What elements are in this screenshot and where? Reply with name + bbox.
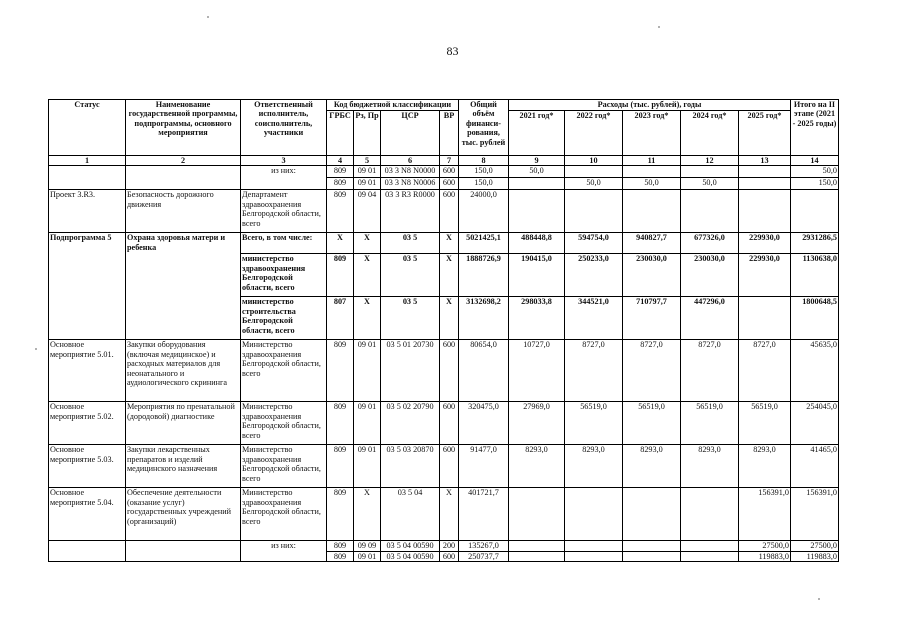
- grbs-cell: 809: [327, 445, 354, 488]
- year-2022-cell: [565, 166, 623, 178]
- year-2021-cell: 50,0: [509, 166, 565, 178]
- header-responsible: Ответственный исполнитель, соисполнитель, участники: [241, 100, 327, 156]
- grbs-cell: 809: [327, 488, 354, 541]
- year-2024-cell: [681, 488, 739, 541]
- year-2025-cell: 229930,0: [739, 233, 791, 254]
- stage-total-cell: 150,0: [791, 178, 839, 190]
- year-2021-cell: [509, 551, 565, 561]
- scan-speck: [658, 26, 660, 28]
- header-year-2023: 2023 год*: [623, 111, 681, 156]
- year-2024-cell: 56519,0: [681, 402, 739, 445]
- rzpr-cell: 09 09: [354, 541, 381, 551]
- grbs-cell: 809: [327, 190, 354, 233]
- column-number: 13: [739, 156, 791, 166]
- table-row: [49, 445, 839, 488]
- status-cell: Основное мероприятие 5.02.: [49, 402, 126, 445]
- status-cell: Основное мероприятие 5.03.: [49, 445, 126, 488]
- year-2025-cell: 229930,0: [739, 254, 791, 297]
- vr-cell: X: [440, 488, 459, 541]
- grbs-cell: 809: [327, 541, 354, 551]
- year-2023-cell: 8293,0: [623, 445, 681, 488]
- year-2025-cell: 8727,0: [739, 340, 791, 402]
- year-2025-cell: 156391,0: [739, 488, 791, 541]
- year-2025-cell: [739, 178, 791, 190]
- name-cell: Закупки лекарственных препаратов и изделий медицинского назначения: [126, 445, 241, 488]
- total-cell: 135267,0: [459, 541, 509, 551]
- vr-cell: 600: [440, 551, 459, 561]
- stage-total-cell: [791, 190, 839, 233]
- csr-cell: 03 5: [381, 233, 440, 254]
- header-grbs: ГРБС: [327, 111, 354, 156]
- year-2023-cell: 230030,0: [623, 254, 681, 297]
- year-2022-cell: 344521,0: [565, 297, 623, 340]
- responsible-cell: из них:: [241, 166, 327, 190]
- vr-cell: 600: [440, 166, 459, 178]
- status-cell: Подпрограмма 5: [49, 233, 126, 340]
- column-number: 1: [49, 156, 126, 166]
- year-2025-cell: 56519,0: [739, 402, 791, 445]
- year-2024-cell: [681, 166, 739, 178]
- vr-cell: 200: [440, 541, 459, 551]
- stage-total-cell: 119883,0: [791, 551, 839, 561]
- year-2021-cell: 190415,0: [509, 254, 565, 297]
- year-2021-cell: [509, 488, 565, 541]
- grbs-cell: 807: [327, 297, 354, 340]
- rzpr-cell: X: [354, 233, 381, 254]
- stage-total-cell: 254045,0: [791, 402, 839, 445]
- vr-cell: X: [440, 254, 459, 297]
- responsible-cell: Министерство здравоохранения Белгородской области, всего: [241, 445, 327, 488]
- column-number: 14: [791, 156, 839, 166]
- header-year-2024: 2024 год*: [681, 111, 739, 156]
- header-expenses: Расходы (тыс. рублей), годы: [509, 100, 791, 111]
- vr-cell: 600: [440, 445, 459, 488]
- vr-cell: X: [440, 297, 459, 340]
- year-2021-cell: [509, 178, 565, 190]
- csr-cell: 03 5 03 20870: [381, 445, 440, 488]
- column-number: 10: [565, 156, 623, 166]
- year-2021-cell: 8293,0: [509, 445, 565, 488]
- year-2022-cell: [565, 541, 623, 551]
- stage-total-cell: 1800648,5: [791, 297, 839, 340]
- year-2024-cell: 50,0: [681, 178, 739, 190]
- header-budget-code: Код бюджетной классификации: [327, 100, 459, 111]
- responsible-cell: Министерство здравоохранения Белгородской области, всего: [241, 340, 327, 402]
- grbs-cell: 809: [327, 178, 354, 190]
- column-number: 9: [509, 156, 565, 166]
- table-row: [49, 402, 839, 445]
- total-cell: 91477,0: [459, 445, 509, 488]
- column-number: 6: [381, 156, 440, 166]
- rzpr-cell: 09 01: [354, 445, 381, 488]
- year-2023-cell: [623, 488, 681, 541]
- stage-total-cell: 2931286,5: [791, 233, 839, 254]
- total-cell: 5021425,1: [459, 233, 509, 254]
- year-2022-cell: [565, 551, 623, 561]
- name-cell: Безопасность дорожного движения: [126, 190, 241, 233]
- stage-total-cell: 156391,0: [791, 488, 839, 541]
- scan-speck: [35, 348, 37, 350]
- year-2025-cell: 8293,0: [739, 445, 791, 488]
- total-cell: 250737,7: [459, 551, 509, 561]
- year-2024-cell: [681, 541, 739, 551]
- rzpr-cell: X: [354, 254, 381, 297]
- year-2022-cell: 8293,0: [565, 445, 623, 488]
- budget-table: [48, 99, 839, 562]
- year-2025-cell: [739, 190, 791, 233]
- year-2023-cell: 56519,0: [623, 402, 681, 445]
- responsible-cell: Всего, в том числе:: [241, 233, 327, 254]
- rzpr-cell: 09 01: [354, 551, 381, 561]
- year-2025-cell: 119883,0: [739, 551, 791, 561]
- stage-total-cell: 27500,0: [791, 541, 839, 551]
- year-2023-cell: 50,0: [623, 178, 681, 190]
- year-2023-cell: [623, 166, 681, 178]
- rzpr-cell: X: [354, 297, 381, 340]
- responsible-cell: Министерство здравоохранения Белгородской области, всего: [241, 488, 327, 541]
- year-2024-cell: [681, 551, 739, 561]
- header-status: Статус: [49, 100, 126, 156]
- column-number: 8: [459, 156, 509, 166]
- year-2025-cell: 27500,0: [739, 541, 791, 551]
- grbs-cell: X: [327, 233, 354, 254]
- stage-total-cell: 45635,0: [791, 340, 839, 402]
- year-2022-cell: [565, 190, 623, 233]
- name-cell: Охрана здоровья матери и ребенка: [126, 233, 241, 340]
- name-cell: [126, 541, 241, 562]
- header-total-volume: Общий объём финанси-рования, тыс. рублей: [459, 100, 509, 156]
- name-cell: Мероприятия по пренатальной (дородовой) диагностике: [126, 402, 241, 445]
- table-row: [49, 340, 839, 402]
- rzpr-cell: 09 01: [354, 340, 381, 402]
- status-cell: Основное мероприятие 5.04.: [49, 488, 126, 541]
- year-2023-cell: 8727,0: [623, 340, 681, 402]
- vr-cell: 600: [440, 190, 459, 233]
- rzpr-cell: 09 01: [354, 178, 381, 190]
- column-number: 2: [126, 156, 241, 166]
- csr-cell: 03 5: [381, 254, 440, 297]
- status-cell: Основное мероприятие 5.01.: [49, 340, 126, 402]
- name-cell: Закупки оборудования (включая медицинское) и расходных материалов для неонатального и аудиологического скрининга: [126, 340, 241, 402]
- rzpr-cell: X: [354, 488, 381, 541]
- year-2025-cell: [739, 166, 791, 178]
- table-row: [49, 190, 839, 233]
- total-cell: 1888726,9: [459, 254, 509, 297]
- name-cell: Обеспечение деятельности (оказание услуг) государственных учреждений (организаций): [126, 488, 241, 541]
- year-2024-cell: [681, 190, 739, 233]
- responsible-cell: министерство здравоохранения Белгородской области, всего: [241, 254, 327, 297]
- column-number: 12: [681, 156, 739, 166]
- year-2024-cell: 230030,0: [681, 254, 739, 297]
- header-csr: ЦСР: [381, 111, 440, 156]
- status-cell: [49, 541, 126, 562]
- grbs-cell: 809: [327, 254, 354, 297]
- table-row: [49, 166, 839, 178]
- total-cell: 3132698,2: [459, 297, 509, 340]
- scan-speck: [818, 598, 820, 600]
- year-2021-cell: [509, 541, 565, 551]
- stage-total-cell: 50,0: [791, 166, 839, 178]
- scan-speck: [207, 16, 209, 18]
- vr-cell: 600: [440, 340, 459, 402]
- header-stage-total: Итого на II этапе (2021 - 2025 годы): [791, 100, 839, 156]
- year-2021-cell: 298033,8: [509, 297, 565, 340]
- year-2023-cell: 940827,7: [623, 233, 681, 254]
- csr-cell: 03 5 04 00590: [381, 541, 440, 551]
- total-cell: 150,0: [459, 166, 509, 178]
- csr-cell: 03 5 02 20790: [381, 402, 440, 445]
- year-2023-cell: [623, 551, 681, 561]
- table-row: [49, 488, 839, 541]
- header-year-2025: 2025 год*: [739, 111, 791, 156]
- table-row: [49, 233, 839, 254]
- year-2023-cell: [623, 190, 681, 233]
- responsible-cell: из них:: [241, 541, 327, 562]
- total-cell: 320475,0: [459, 402, 509, 445]
- year-2024-cell: 677326,0: [681, 233, 739, 254]
- year-2021-cell: 27969,0: [509, 402, 565, 445]
- total-cell: 24000,0: [459, 190, 509, 233]
- total-cell: 80654,0: [459, 340, 509, 402]
- year-2023-cell: 710797,7: [623, 297, 681, 340]
- csr-cell: 03 5 04 00590: [381, 551, 440, 561]
- year-2022-cell: 250233,0: [565, 254, 623, 297]
- column-number: 4: [327, 156, 354, 166]
- year-2022-cell: 50,0: [565, 178, 623, 190]
- year-2021-cell: 10727,0: [509, 340, 565, 402]
- header-year-2022: 2022 год*: [565, 111, 623, 156]
- header-year-2021: 2021 год*: [509, 111, 565, 156]
- vr-cell: X: [440, 233, 459, 254]
- grbs-cell: 809: [327, 402, 354, 445]
- grbs-cell: 809: [327, 166, 354, 178]
- rzpr-cell: 09 04: [354, 190, 381, 233]
- status-cell: Проект 3.R3.: [49, 190, 126, 233]
- year-2022-cell: 56519,0: [565, 402, 623, 445]
- csr-cell: 03 3 N8 N0006: [381, 178, 440, 190]
- csr-cell: 03 5 01 20730: [381, 340, 440, 402]
- column-number-row: [49, 156, 839, 166]
- stage-total-cell: 1130638,0: [791, 254, 839, 297]
- total-cell: 150,0: [459, 178, 509, 190]
- csr-cell: 03 5: [381, 297, 440, 340]
- stage-total-cell: 41465,0: [791, 445, 839, 488]
- year-2024-cell: 8293,0: [681, 445, 739, 488]
- year-2023-cell: [623, 541, 681, 551]
- year-2025-cell: [739, 297, 791, 340]
- column-number: 7: [440, 156, 459, 166]
- name-cell: [126, 166, 241, 190]
- csr-cell: 03 5 04: [381, 488, 440, 541]
- grbs-cell: 809: [327, 340, 354, 402]
- column-number: 11: [623, 156, 681, 166]
- page-number: 83: [446, 44, 459, 58]
- responsible-cell: Министерство здравоохранения Белгородской области, всего: [241, 402, 327, 445]
- year-2021-cell: [509, 190, 565, 233]
- year-2024-cell: 8727,0: [681, 340, 739, 402]
- responsible-cell: министерство строительства Белгородской области, всего: [241, 297, 327, 340]
- vr-cell: 600: [440, 178, 459, 190]
- year-2022-cell: [565, 488, 623, 541]
- rzpr-cell: 09 01: [354, 166, 381, 178]
- status-cell: [49, 166, 126, 190]
- csr-cell: 03 3 N8 N0000: [381, 166, 440, 178]
- column-number: 5: [354, 156, 381, 166]
- header-vr: ВР: [440, 111, 459, 156]
- column-number: 3: [241, 156, 327, 166]
- year-2024-cell: 447296,0: [681, 297, 739, 340]
- total-cell: 401721,7: [459, 488, 509, 541]
- table-row: [49, 541, 839, 551]
- header-name: Наименование государственной программы, подпрограммы, основного мероприятия: [126, 100, 241, 156]
- grbs-cell: 809: [327, 551, 354, 561]
- year-2021-cell: 488448,8: [509, 233, 565, 254]
- responsible-cell: Департамент здравоохранения Белгородской области, всего: [241, 190, 327, 233]
- header-rzpr: Рз, Пр: [354, 111, 381, 156]
- year-2022-cell: 8727,0: [565, 340, 623, 402]
- year-2022-cell: 594754,0: [565, 233, 623, 254]
- csr-cell: 03 3 R3 R0000: [381, 190, 440, 233]
- vr-cell: 600: [440, 402, 459, 445]
- rzpr-cell: 09 01: [354, 402, 381, 445]
